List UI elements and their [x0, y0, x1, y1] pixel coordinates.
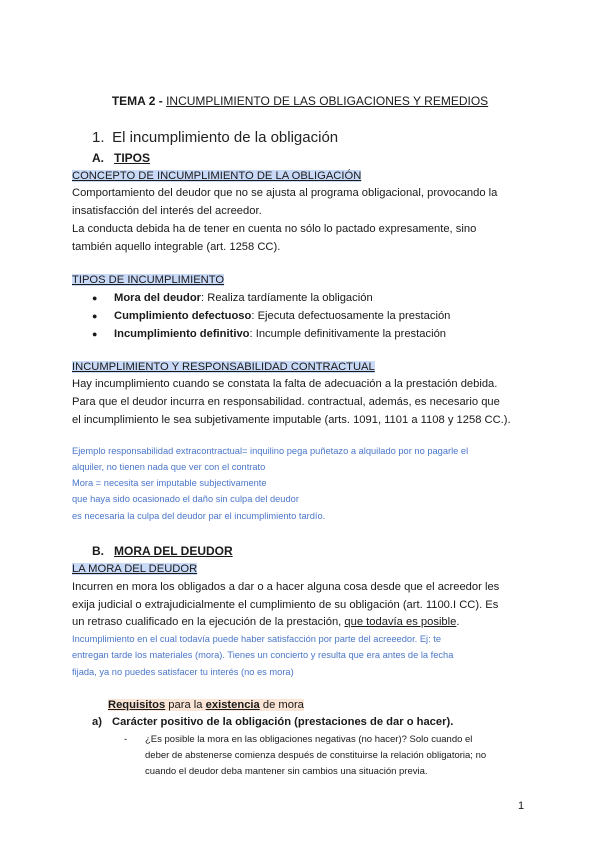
- note-line: Mora = necesita ser imputable subjectivamente: [72, 478, 267, 488]
- concepto-paragraph-line: La conducta debida ha de tener en cuenta no sólo lo pactado expresamente, sino: [72, 223, 477, 235]
- mora-label: [72, 561, 197, 577]
- requisito-a-detail-line: deber de abstenerse comienza después de constituirse la relación obligatoria; no: [145, 750, 487, 761]
- page-number: 1: [518, 800, 525, 812]
- note-line: fijada, ya no puedes satisfacer tu interés (no es mora): [72, 667, 294, 677]
- concepto-paragraph-line: Comportamiento del deudor que no se ajusta al programa obligacional, provocando la: [72, 187, 498, 199]
- section-a-heading: [92, 150, 150, 166]
- section-a-title: TIPOS: [114, 151, 151, 165]
- list-item-term: Cumplimiento defectuoso: [114, 310, 252, 322]
- tipos-label: [72, 272, 224, 288]
- note-line: alquiler, no tienen nada que ver con el contrato: [72, 462, 266, 472]
- bullet-icon: ●: [92, 329, 98, 339]
- section-b-letter: B.: [92, 544, 104, 558]
- requisitos-tail: de mora: [259, 699, 304, 711]
- concepto-label-text: CONCEPTO DE INCUMPLIMIENTO DE LA OBLIGACIÓN: [72, 170, 362, 182]
- requisito-a-detail-line: ¿Es posible la mora en las obligaciones negativas (no hacer)? Solo cuando el: [145, 734, 473, 745]
- list-item-desc: : Realiza tardíamente la obligación: [201, 292, 373, 304]
- mora-line: [72, 614, 459, 630]
- requisitos-word: Requisitos: [108, 699, 166, 711]
- requisito-a-letter: a): [92, 716, 102, 728]
- mora-line: Incurren en mora los obligados a dar o a hacer alguna cosa desde que el acreedor les: [72, 581, 500, 593]
- requisito-a: [92, 714, 453, 730]
- concepto-paragraph-line: insatisfacción del interés del acreedor.: [72, 205, 262, 217]
- list-item: [92, 326, 446, 342]
- section-a-letter: A.: [92, 151, 104, 165]
- existencia-word: existencia: [205, 699, 260, 711]
- document-title: [0, 93, 600, 109]
- requisito-a-detail-line: cuando el deudor deba mantener sin cambios una situación previa.: [145, 766, 428, 777]
- note-line: es necesaria la culpa del deudor par el incumplimiento tardío.: [72, 511, 326, 521]
- mora-line-text: un retraso cualificado en la ejecución de la prestación,: [72, 616, 345, 628]
- mora-line-emphasis: que todavía es posible: [344, 616, 457, 628]
- list-item: [92, 308, 450, 324]
- mora-line-end: .: [456, 616, 460, 628]
- section-1-number: 1.: [92, 129, 105, 146]
- note-line: entregan tarde los materiales (mora). Tienes un concierto y resulta que era antes de la fecha: [72, 650, 454, 660]
- requisitos-connector: para la: [165, 699, 206, 711]
- requisitos-heading: [108, 697, 304, 713]
- responsabilidad-label-text: INCUMPLIMIENTO Y RESPONSABILIDAD CONTRACTUAL: [72, 361, 375, 373]
- responsabilidad-line: Para que el deudor incurra en responsabilidad. contractual, además, es necesario que: [72, 396, 500, 408]
- mora-label-text: LA MORA DEL DEUDOR: [72, 563, 198, 575]
- list-item-desc: : Incumple definitivamente la prestación: [249, 328, 447, 340]
- requisito-a-text: Carácter positivo de la obligación (prestaciones de dar o hacer).: [112, 716, 454, 728]
- list-item-desc: : Ejecuta defectuosamente la prestación: [251, 310, 451, 322]
- title-prefix: TEMA 2 -: [111, 94, 167, 108]
- responsabilidad-line: Hay incumplimiento cuando se constata la falta de adecuación a la prestación debida.: [72, 378, 498, 390]
- mora-line: exija judicial o extrajudicialmente el cumplimiento de su obligación (art. 1100.I CC). Es: [72, 599, 499, 611]
- section-1-heading: [92, 128, 338, 148]
- title-text: INCUMPLIMIENTO DE LAS OBLIGACIONES Y REMEDIOS: [166, 94, 489, 108]
- list-item: [92, 290, 373, 306]
- responsabilidad-label: [72, 359, 375, 375]
- section-b-heading: [92, 543, 233, 559]
- responsabilidad-line: el incumplimiento le sea subjetivamente imputable (arts. 1091, 1101 a 1108 y 1258 CC.).: [72, 414, 511, 426]
- note-line: Ejemplo responsabilidad extracontractual= inquilino pega puñetazo a alquilado por no pagarle el: [72, 446, 469, 456]
- section-b-title: MORA DEL DEUDOR: [114, 544, 233, 558]
- note-line: Incumplimiento en el cual todavía puede haber satisfacción por parte del acreeedor. Ej: te: [72, 634, 442, 644]
- list-item-term: Incumplimiento definitivo: [114, 328, 250, 340]
- note-line: que haya sido ocasionado el daño sin culpa del deudor: [72, 494, 299, 504]
- section-1-title: El incumplimiento de la obligación: [112, 129, 339, 146]
- dash-icon: -: [124, 734, 128, 745]
- list-item-term: Mora del deudor: [114, 292, 202, 304]
- concepto-label: [72, 168, 361, 184]
- requisitos-heading-text: [108, 699, 304, 711]
- bullet-icon: ●: [92, 293, 98, 303]
- tipos-label-text: TIPOS DE INCUMPLIMIENTO: [72, 274, 225, 286]
- bullet-icon: ●: [92, 311, 98, 321]
- concepto-paragraph-line: también aquello integrable (art. 1258 CC).: [72, 241, 281, 253]
